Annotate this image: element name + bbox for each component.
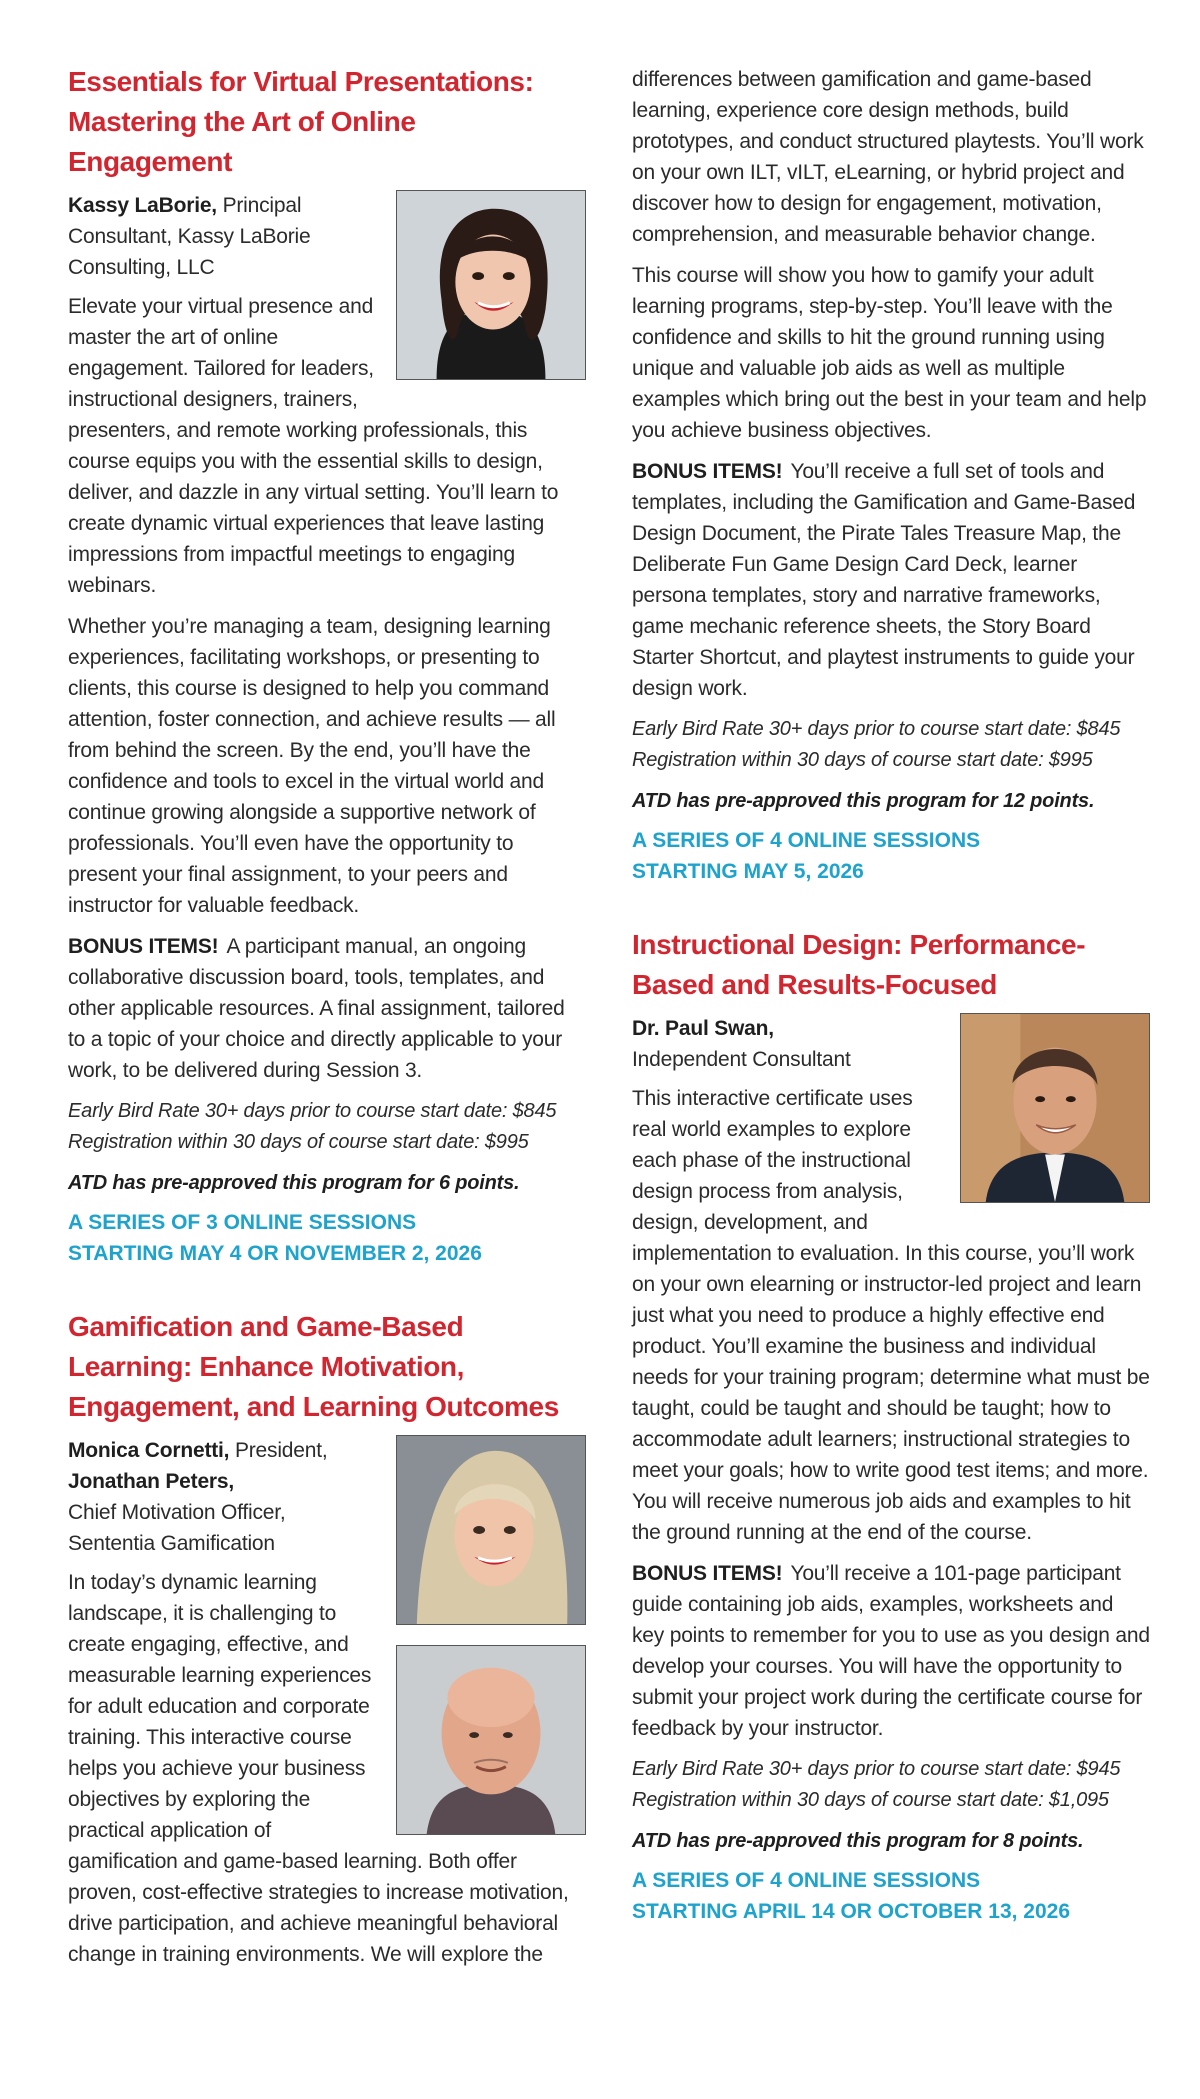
instructor-name: Dr. Paul Swan,: [632, 1017, 774, 1040]
atd-points: ATD has pre-approved this program for 8 points.: [632, 1830, 1084, 1852]
instructor-role: Principal Consultant, Kassy LaBorie Consulting, LLC: [68, 194, 311, 279]
early-bird-rate: Early Bird Rate 30+ days prior to course start date: $845: [68, 1100, 557, 1122]
description-paragraph: Whether you’re managing a team, designing learning experiences, facilitating workshops, or presenting to clients, this course is designed to help you command attention, foster connection, and achieve results — all from behind the screen. By the end, you’ll have the confidence and tools to excel in the virtual world and continue growing alongside a supportive network of professionals. You’ll even have the opportunity to present your final assignment, to your peers and instructor for valuable feedback.: [68, 615, 556, 917]
bonus-paragraph: [632, 1558, 1150, 1744]
paul-swan-photo: [960, 1013, 1150, 1203]
bonus-text: You’ll receive a full set of tools and templates, including the Gamification and Game-Based Design Document, the Pirate Tales Treasure Map, the Deliberate Fun Game Design Card Deck, learner persona templates, story and narrative frameworks, game mechanic reference sheets, the Story Board Starter Shortcut, and playtest instruments to guide your design work.: [632, 460, 1136, 700]
description-paragraph: This course will show you how to gamify your adult learning programs, step-by-step. You’ll leave with the confidence and skills to hit the ground running using unique and valuable job aids as well as multiple examples which bring out the best in your team and help you achieve business objectives.: [632, 264, 1147, 442]
instructor-role: President,: [229, 1439, 328, 1462]
registration-rate: Registration within 30 days of course start date: $1,095: [632, 1789, 1109, 1811]
bonus-label: BONUS ITEMS!: [632, 1562, 783, 1585]
pricing: [632, 1754, 1150, 1816]
portrait-image: [397, 1436, 585, 1624]
course-virtual-presentations: [68, 62, 586, 1269]
session-series: A SERIES OF 4 ONLINE SESSIONS: [632, 1869, 981, 1892]
bonus-text: You’ll receive a 101-page participant guide containing job aids, examples, worksheets and key points to remember for you to use as you design and develop your courses. You will have the opportunity to submit your project work during the certificate course for feedback by your instructor.: [632, 1562, 1150, 1740]
registration-rate: Registration within 30 days of course start date: $995: [68, 1131, 529, 1153]
registration-rate: Registration within 30 days of course start date: $995: [632, 749, 1093, 771]
bonus-paragraph: [68, 931, 586, 1086]
left-column: [68, 62, 586, 1980]
instructor-name: Jonathan Peters,: [68, 1470, 235, 1493]
bonus-paragraph: [632, 456, 1150, 704]
bonus-label: BONUS ITEMS!: [632, 460, 783, 483]
session-series: A SERIES OF 3 ONLINE SESSIONS: [68, 1211, 417, 1234]
section-divider: [68, 1269, 586, 1307]
kassy-laborie-photo: [396, 190, 586, 380]
course-gamification: [68, 1307, 586, 1970]
portrait-image: [397, 1646, 585, 1834]
description-paragraph: In today’s dynamic learning landscape, it is challenging to create engaging, effective, and measurable learning experiences for adult education and corporate training. This interactive course helps you achieve your business objectives by exploring the practical application of gamification and game-based learning. Both offer proven, cost-effective strategies to increase motivation, drive participation, and achieve meaningful behavioral change in training environments. We will explore the: [68, 1571, 569, 1966]
course-instructional-design: [632, 925, 1150, 1927]
session-series: A SERIES OF 4 ONLINE SESSIONS: [632, 829, 981, 852]
section-divider: [632, 887, 1150, 925]
instructor-role: Independent Consultant: [632, 1048, 851, 1071]
description-paragraph: differences between gamification and game-based learning, experience core design methods, build prototypes, and conduct structured playtests. You’ll work on your own ILT, vILT, eLearning, or hybrid project and discover how to design for engagement, motivation, comprehension, and measurable behavior change.: [632, 68, 1144, 246]
bonus-text: A participant manual, an ongoing collaborative discussion board, tools, templates, and other applicable resources. A final assignment, tailored to a topic of your choice and directly applicable to your work, to be delivered during Session 3.: [68, 935, 565, 1082]
course-title: Gamification and Game-Based Learning: Enhance Motivation, Engagement, and Learning Outcomes: [68, 1311, 559, 1422]
early-bird-rate: Early Bird Rate 30+ days prior to course start date: $945: [632, 1758, 1121, 1780]
pricing: [68, 1096, 586, 1158]
monica-cornetti-photo: [396, 1435, 586, 1625]
portrait-image: [961, 1014, 1149, 1202]
description-paragraph: Elevate your virtual presence and master the art of online engagement. Tailored for leaders, instructional designers, trainers, presenters, and remote working professionals, this course equips you with the essential skills to design, deliver, and dazzle in any virtual setting. You’ll learn to create dynamic virtual experiences that leave lasting impressions from impactful meetings to engaging webinars.: [68, 295, 559, 597]
atd-points: ATD has pre-approved this program for 6 points.: [68, 1172, 520, 1194]
portrait-image: [397, 191, 585, 379]
course-gamification-continued: [632, 64, 1150, 887]
instructor-name: Monica Cornetti,: [68, 1439, 230, 1462]
early-bird-rate: Early Bird Rate 30+ days prior to course start date: $845: [632, 718, 1121, 740]
description-paragraph: This interactive certificate uses real world examples to explore each phase of the instructional design process from analysis, design, development, and implementation to evaluation. In this course, you’ll work on your own elearning or instructor-led project and learn just what you need to produce a highly effective end product. You’ll examine the business and individual needs for your training program; determine what must be taught, could be taught and should be taught; how to accommodate adult learners; instructional strategies to meet your goals; how to write good test items; and more. You will receive numerous job aids and examples to hit the ground running at the end of the course.: [632, 1087, 1150, 1544]
session-start-dates: STARTING MAY 4 OR NOVEMBER 2, 2026: [68, 1242, 482, 1265]
course-title: Essentials for Virtual Presentations: Mastering the Art of Online Engagement: [68, 66, 534, 177]
session-start-dates: STARTING MAY 5, 2026: [632, 860, 864, 883]
instructor-name: Kassy LaBorie,: [68, 194, 217, 217]
bonus-label: BONUS ITEMS!: [68, 935, 219, 958]
instructor-role: Chief Motivation Officer, Sententia Gamification: [68, 1501, 286, 1555]
right-column: [632, 64, 1150, 1927]
session-start-dates: STARTING APRIL 14 OR OCTOBER 13, 2026: [632, 1900, 1071, 1923]
jonathan-peters-photo: [396, 1645, 586, 1835]
atd-points: ATD has pre-approved this program for 12 points.: [632, 790, 1095, 812]
pricing: [632, 714, 1150, 776]
course-title: Instructional Design: Performance-Based and Results-Focused: [632, 929, 1086, 1000]
